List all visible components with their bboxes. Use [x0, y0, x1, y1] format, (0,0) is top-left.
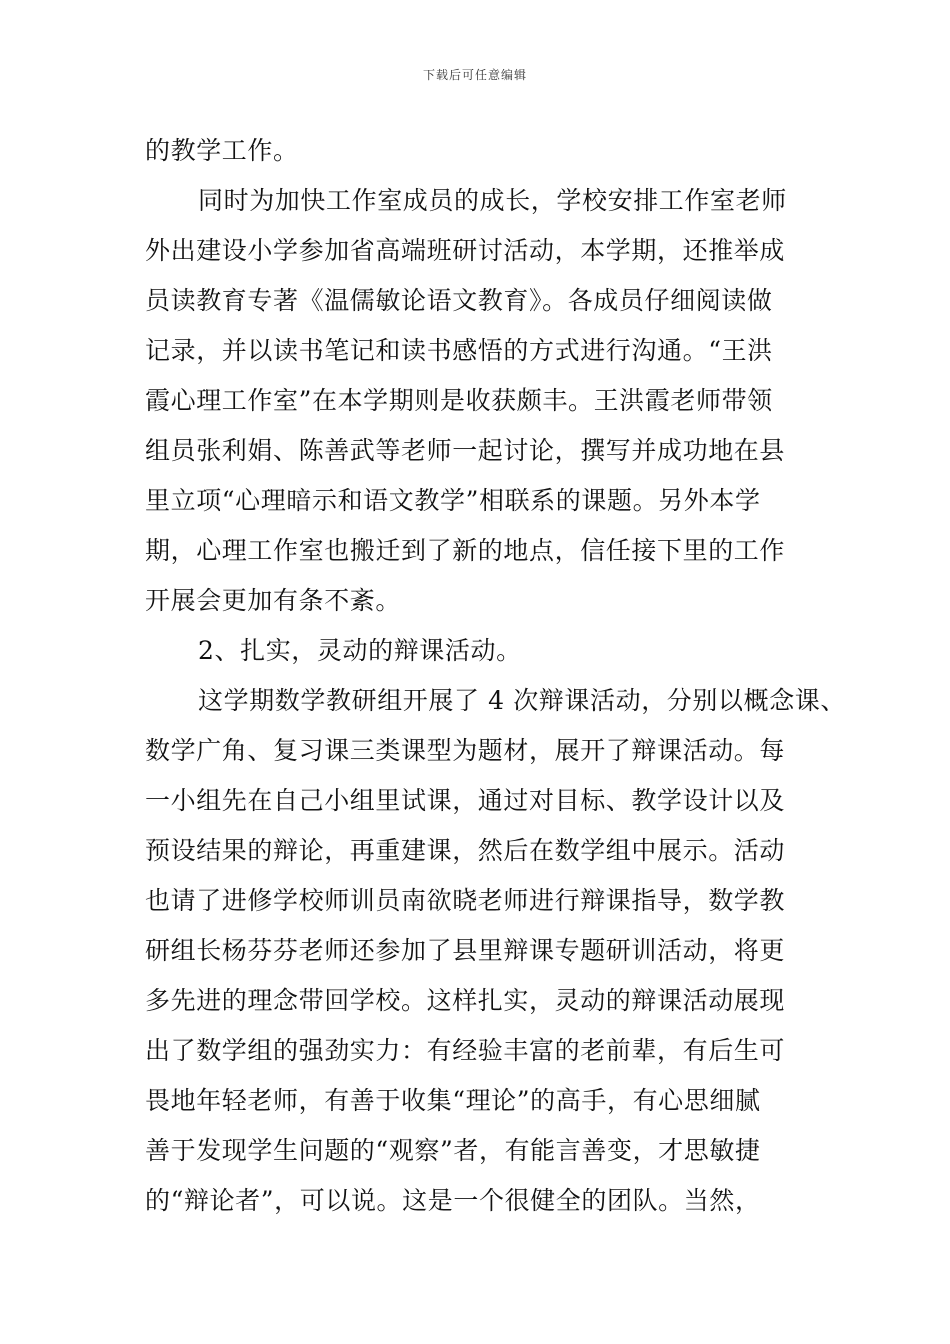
paragraph-start-line: 同时为加快工作室成员的成长，学校安排工作室老师 [198, 186, 787, 215]
paragraph-start-line: 这学期数学教研组开展了 4 次辩课活动，分别以概念课、 [198, 686, 847, 715]
text-line: 多先进的理念带回学校。这样扎实，灵动的辩课活动展现 [145, 986, 786, 1015]
text-line: 开展会更加有条不紊。 [145, 586, 402, 615]
text-line: 预设结果的辩论，再重建课，然后在数学组中展示。活动 [145, 836, 786, 865]
text-line: 霞心理工作室”在本学期则是收获颇丰。王洪霞老师带领 [145, 386, 773, 415]
header-note: 下载后可任意编辑 [422, 68, 527, 82]
text-line: 出了数学组的强劲实力：有经验丰富的老前辈，有后生可 [145, 1036, 786, 1065]
text-line: 组员张利娟、陈善武等老师一起讨论，撰写并成功地在县 [145, 436, 786, 465]
text-line: 也请了进修学校师训员南欲晓老师进行辩课指导，数学教 [145, 886, 786, 915]
text-line: 员读教育专著《温儒敏论语文教育》。各成员仔细阅读做 [145, 286, 773, 315]
text-line: 里立项“心理暗示和语文教学”相联系的课题。另外本学 [145, 486, 761, 515]
section-heading: 2、扎实，灵动的辩课活动。 [198, 636, 522, 665]
text-line: 的教学工作。 [145, 136, 299, 165]
text-line: 善于发现学生问题的“观察”者，有能言善变，才思敏捷 [145, 1136, 761, 1165]
text-line: 期，心理工作室也搬迁到了新的地点，信任接下里的工作 [145, 536, 786, 565]
text-line: 畏地年轻老师，有善于收集“理论”的高手，有心思细腻 [145, 1086, 761, 1115]
text-line: 研组长杨芬芬老师还参加了县里辩课专题研训活动，将更 [145, 936, 786, 965]
body-text [145, 126, 847, 1226]
text-line: 一小组先在自己小组里试课，通过对目标、教学设计以及 [145, 786, 786, 815]
text-line: 的“辩论者”，可以说。这是一个很健全的团队。当然， [145, 1186, 761, 1215]
text-line: 数学广角、复习课三类课型为题材，展开了辩课活动。每 [145, 736, 786, 765]
text-line: 外出建设小学参加省高端班研讨活动，本学期，还推举成 [145, 236, 786, 265]
text-line: 记录，并以读书笔记和读书感悟的方式进行沟通。“王洪 [145, 336, 773, 365]
